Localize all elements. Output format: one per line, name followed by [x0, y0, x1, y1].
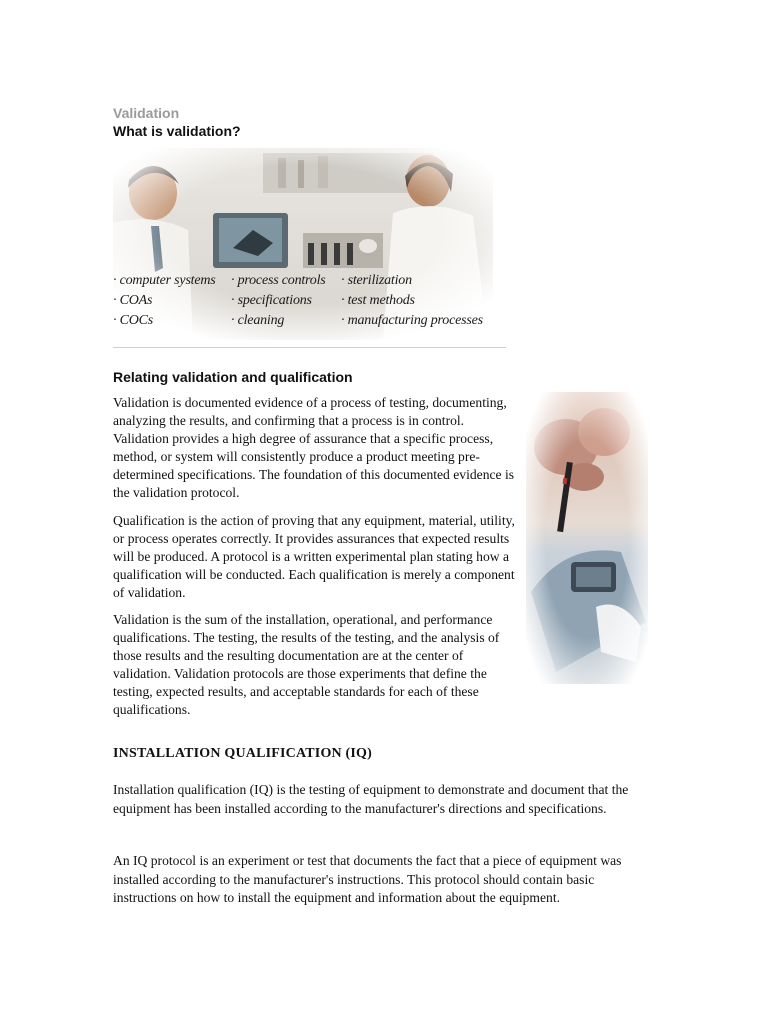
banner-item: · manufacturing processes: [341, 313, 483, 328]
pipette-photo: [526, 392, 648, 684]
section-kicker: Validation: [113, 105, 180, 121]
banner-item: · COAs: [113, 293, 153, 308]
banner-topic-list: [113, 273, 493, 338]
side-lab-image: [526, 392, 648, 684]
page-title: What is validation?: [113, 123, 241, 139]
lab-banner-image: [113, 148, 493, 340]
body-paragraph: Validation is the sum of the installation, operational, and performance qualifications. The testing, the results of the testing, and the analysis of those results and the resulting documentation are at the center of validation. Validation protocols are those experiments that define the testing, expected results, and acceptable standards for each of these qualifications.: [113, 612, 500, 717]
banner-item: · COCs: [113, 313, 154, 328]
banner-item: · specifications: [231, 293, 312, 308]
banner-item: · sterilization: [341, 273, 412, 288]
banner-item: · process controls: [231, 273, 326, 288]
iq-heading: INSTALLATION QUALIFICATION (IQ): [113, 746, 373, 761]
section-divider: [113, 347, 506, 348]
banner-item: · computer systems: [113, 273, 216, 288]
body-paragraph: Qualification is the action of proving that any equipment, material, utility, or process operates correctly. It provides assurances that expected results will be produced. A protocol is a written experimental plan stating how a qualification will be conducted. Each qualification is merely a component of validation.: [113, 513, 515, 600]
body-paragraph: Validation is documented evidence of a process of testing, documenting, analyzing the results, and confirming that a process is in control. Validation provides a high degree of assurance that a specific process, method, or system will consistently produce a product meeting pre-determined specifications. The foundation of this documented evidence is the validation protocol.: [113, 395, 515, 500]
section-heading: Relating validation and qualification: [113, 369, 353, 385]
banner-item: · test methods: [341, 293, 415, 308]
banner-item: · cleaning: [231, 313, 285, 328]
body-paragraph: An IQ protocol is an experiment or test that documents the fact that a piece of equipment was installed according to the manufacturer's instructions. This protocol should contain basic instructions on how to install the equipment and information about the equipment.: [113, 853, 622, 905]
body-paragraph: Installation qualification (IQ) is the testing of equipment to demonstrate and document that the equipment has been installed according to the manufacturer's directions and specifications.: [113, 782, 629, 816]
